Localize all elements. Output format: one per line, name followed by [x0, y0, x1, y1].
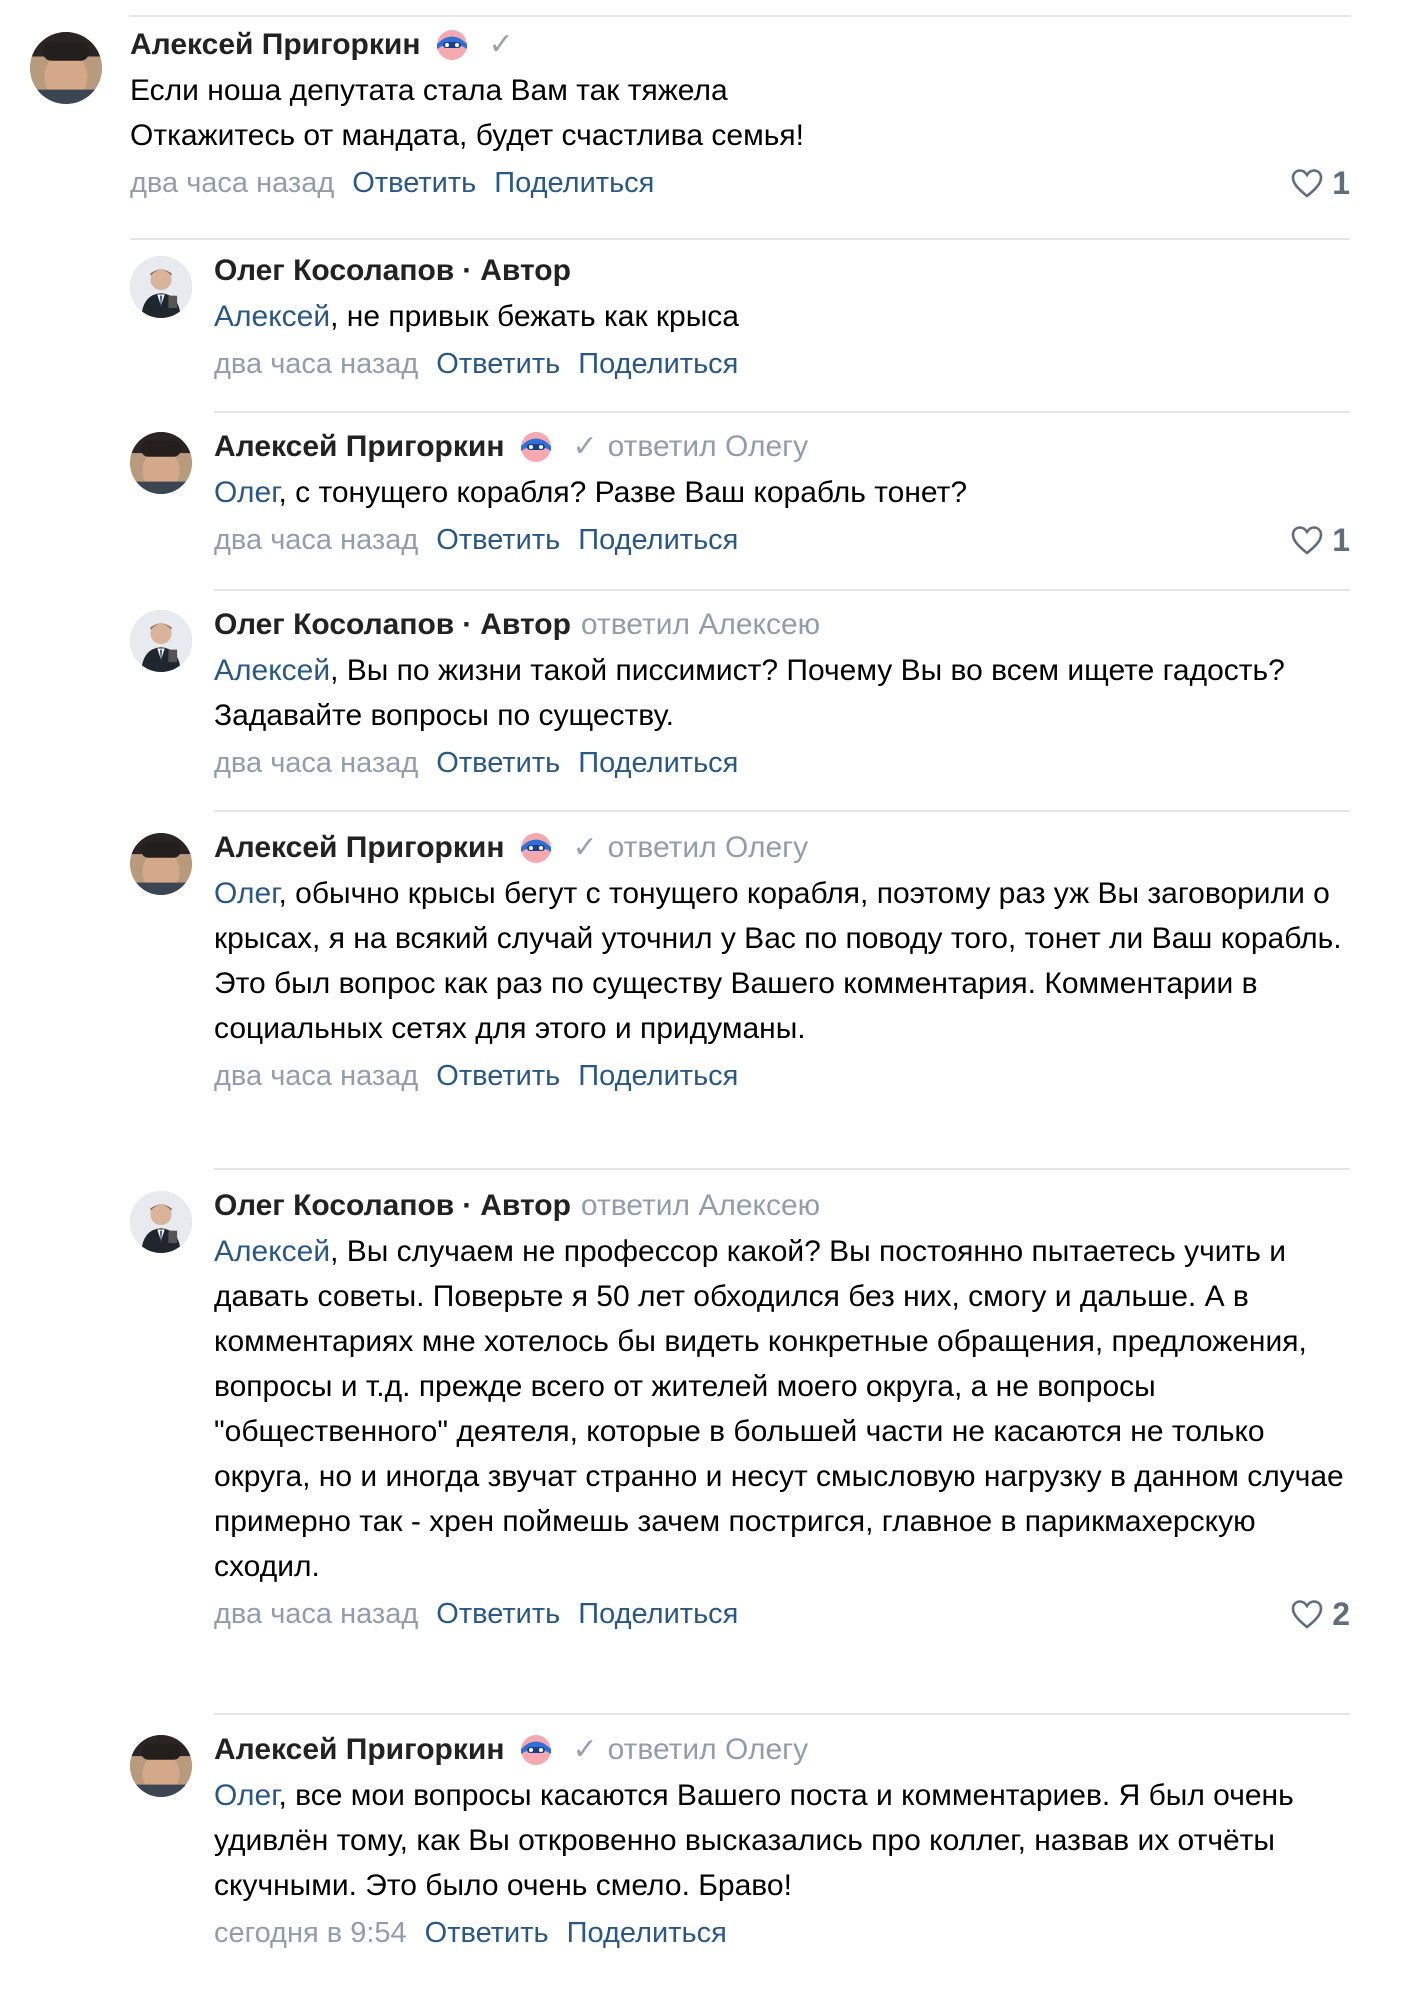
comment-text: Если ноша депутата стала Вам так тяжела Откажитесь от мандата, будет счастлива семья! — [130, 74, 804, 152]
comment-text — [214, 1229, 1350, 1589]
comment-time[interactable]: сегодня в 9:54 — [214, 1917, 407, 1949]
share-button[interactable]: Поделиться — [578, 1598, 739, 1630]
verified-check-icon: ✓ — [488, 28, 514, 61]
separator-dot: · — [462, 254, 473, 287]
mention-link[interactable]: Олег — [214, 1779, 279, 1812]
mention-link[interactable]: Алексей — [214, 654, 331, 687]
like-button[interactable] — [1290, 517, 1350, 563]
replied-to-link[interactable]: ответил Олегу — [607, 1733, 809, 1766]
separator-dot: · — [462, 608, 473, 641]
comment-text-body: , не привык бежать как крыса — [330, 300, 739, 333]
like-count: 2 — [1332, 1596, 1350, 1632]
comment-text-body: , Вы по жизни такой писсимист? Почему Вы во всем ищете гадость? Задавайте вопросы по существу. — [214, 654, 1285, 732]
divider — [214, 1713, 1350, 1715]
verified-check-icon: ✓ — [572, 430, 598, 463]
divider — [214, 1168, 1350, 1170]
avatar[interactable] — [130, 1191, 192, 1253]
mention-link[interactable]: Олег — [214, 877, 279, 910]
comment-text — [214, 648, 1350, 738]
share-button[interactable]: Поделиться — [578, 747, 739, 779]
comment-text-body: , все мои вопросы касаются Вашего поста и комментариев. Я был очень удивлён тому, как Вы откровенно высказались про коллег, назвав их отчёты скучными. Это было очень смело. Браво! — [214, 1779, 1294, 1902]
comment — [130, 248, 1350, 413]
separator-dot: · — [462, 1189, 473, 1222]
replied-to-link[interactable]: ответил Алексею — [580, 608, 821, 641]
verified-check-icon: ✓ — [572, 831, 598, 864]
mask-emoji-icon — [518, 830, 554, 866]
mention-link[interactable]: Олег — [214, 476, 279, 509]
comment — [130, 602, 1350, 812]
comment-author[interactable]: Алексей Пригоркин — [130, 28, 421, 61]
divider — [214, 589, 1350, 591]
comment-time[interactable]: два часа назад — [214, 348, 419, 380]
comment-time[interactable]: два часа назад — [130, 167, 335, 199]
like-button[interactable] — [1290, 1591, 1350, 1637]
avatar[interactable] — [130, 833, 192, 895]
avatar[interactable] — [30, 32, 102, 104]
comment-author[interactable]: Алексей Пригоркин — [214, 430, 505, 463]
comment-author[interactable]: Алексей Пригоркин — [214, 831, 505, 864]
author-role-badge: Автор — [480, 608, 571, 641]
comment-time[interactable]: два часа назад — [214, 747, 419, 779]
comment-text — [214, 871, 1350, 1051]
like-count: 1 — [1332, 165, 1350, 201]
divider — [130, 238, 1350, 240]
comment-author[interactable]: Олег Косолапов — [214, 254, 455, 287]
divider — [214, 411, 1350, 413]
reply-button[interactable]: Ответить — [436, 1598, 561, 1630]
replied-to-link[interactable]: ответил Олегу — [607, 831, 809, 864]
reply-button[interactable]: Ответить — [352, 167, 477, 199]
comment — [130, 1183, 1350, 1715]
share-button[interactable]: Поделиться — [566, 1917, 727, 1949]
heart-icon — [1290, 524, 1324, 556]
share-button[interactable]: Поделиться — [578, 348, 739, 380]
replied-to-link[interactable]: ответил Алексею — [580, 1189, 821, 1222]
share-button[interactable]: Поделиться — [578, 524, 739, 556]
heart-icon — [1290, 167, 1324, 199]
avatar[interactable] — [130, 1735, 192, 1797]
divider — [130, 15, 1350, 17]
reply-button[interactable]: Ответить — [436, 747, 561, 779]
comment-time[interactable]: два часа назад — [214, 1598, 419, 1630]
reply-button[interactable]: Ответить — [424, 1917, 549, 1949]
comment-author[interactable]: Олег Косолапов — [214, 1189, 455, 1222]
like-button[interactable] — [1290, 160, 1350, 206]
author-role-badge: Автор — [480, 254, 571, 287]
mention-link[interactable]: Алексей — [214, 1235, 331, 1268]
comment-time[interactable]: два часа назад — [214, 524, 419, 556]
mention-link[interactable]: Алексей — [214, 300, 331, 333]
comment — [30, 22, 1350, 240]
like-count: 1 — [1332, 522, 1350, 558]
share-button[interactable]: Поделиться — [578, 1060, 739, 1092]
comment — [130, 424, 1350, 591]
comment-text — [214, 1773, 1350, 1908]
author-role-badge: Автор — [480, 1189, 571, 1222]
comment — [130, 825, 1350, 1170]
avatar[interactable] — [130, 432, 192, 494]
divider — [214, 810, 1350, 812]
comment-time[interactable]: два часа назад — [214, 1060, 419, 1092]
share-button[interactable]: Поделиться — [494, 167, 655, 199]
comment-text — [214, 470, 1350, 515]
comment-author[interactable]: Алексей Пригоркин — [214, 1733, 505, 1766]
comment-text-body: , обычно крысы бегут с тонущего корабля, поэтому раз уж Вы заговорили о крысах, я на всякий случай уточнил у Вас по поводу того, тонет ли Ваш корабль. Это был вопрос как раз по существу Вашего комментария. Комментарии в социальных сетях для этого и придуманы. — [214, 877, 1342, 1045]
comment-text-body: , Вы случаем не профессор какой? Вы постоянно пытаетесь учить и давать советы. Поверьте я 50 лет обходился без них, смогу и дальше. А в комментариях мне хотелось бы видеть конкретные обращения, предложения, вопросы и т.д. прежде всего от жителей моего округа, а не вопросы "общественного" деятеля, которые в большей части не касаются не только округа, но и иногда звучат странно и несут смысловую нагрузку в данном случае примерно так - хрен поймешь зачем постригся, главное в парикмахерскую сходил. — [214, 1235, 1344, 1583]
avatar[interactable] — [130, 610, 192, 672]
mask-emoji-icon — [518, 429, 554, 465]
mask-emoji-icon — [518, 1732, 554, 1768]
heart-icon — [1290, 1598, 1324, 1630]
verified-check-icon: ✓ — [572, 1733, 598, 1766]
reply-button[interactable]: Ответить — [436, 524, 561, 556]
avatar[interactable] — [130, 256, 192, 318]
reply-button[interactable]: Ответить — [436, 348, 561, 380]
comment-author[interactable]: Олег Косолапов — [214, 608, 455, 641]
comment-text-body: , с тонущего корабля? Разве Ваш корабль тонет? — [278, 476, 968, 509]
reply-button[interactable]: Ответить — [436, 1060, 561, 1092]
mask-emoji-icon — [434, 27, 470, 63]
comment-text — [214, 294, 1350, 339]
comment — [130, 1727, 1350, 1977]
replied-to-link[interactable]: ответил Олегу — [607, 430, 809, 463]
